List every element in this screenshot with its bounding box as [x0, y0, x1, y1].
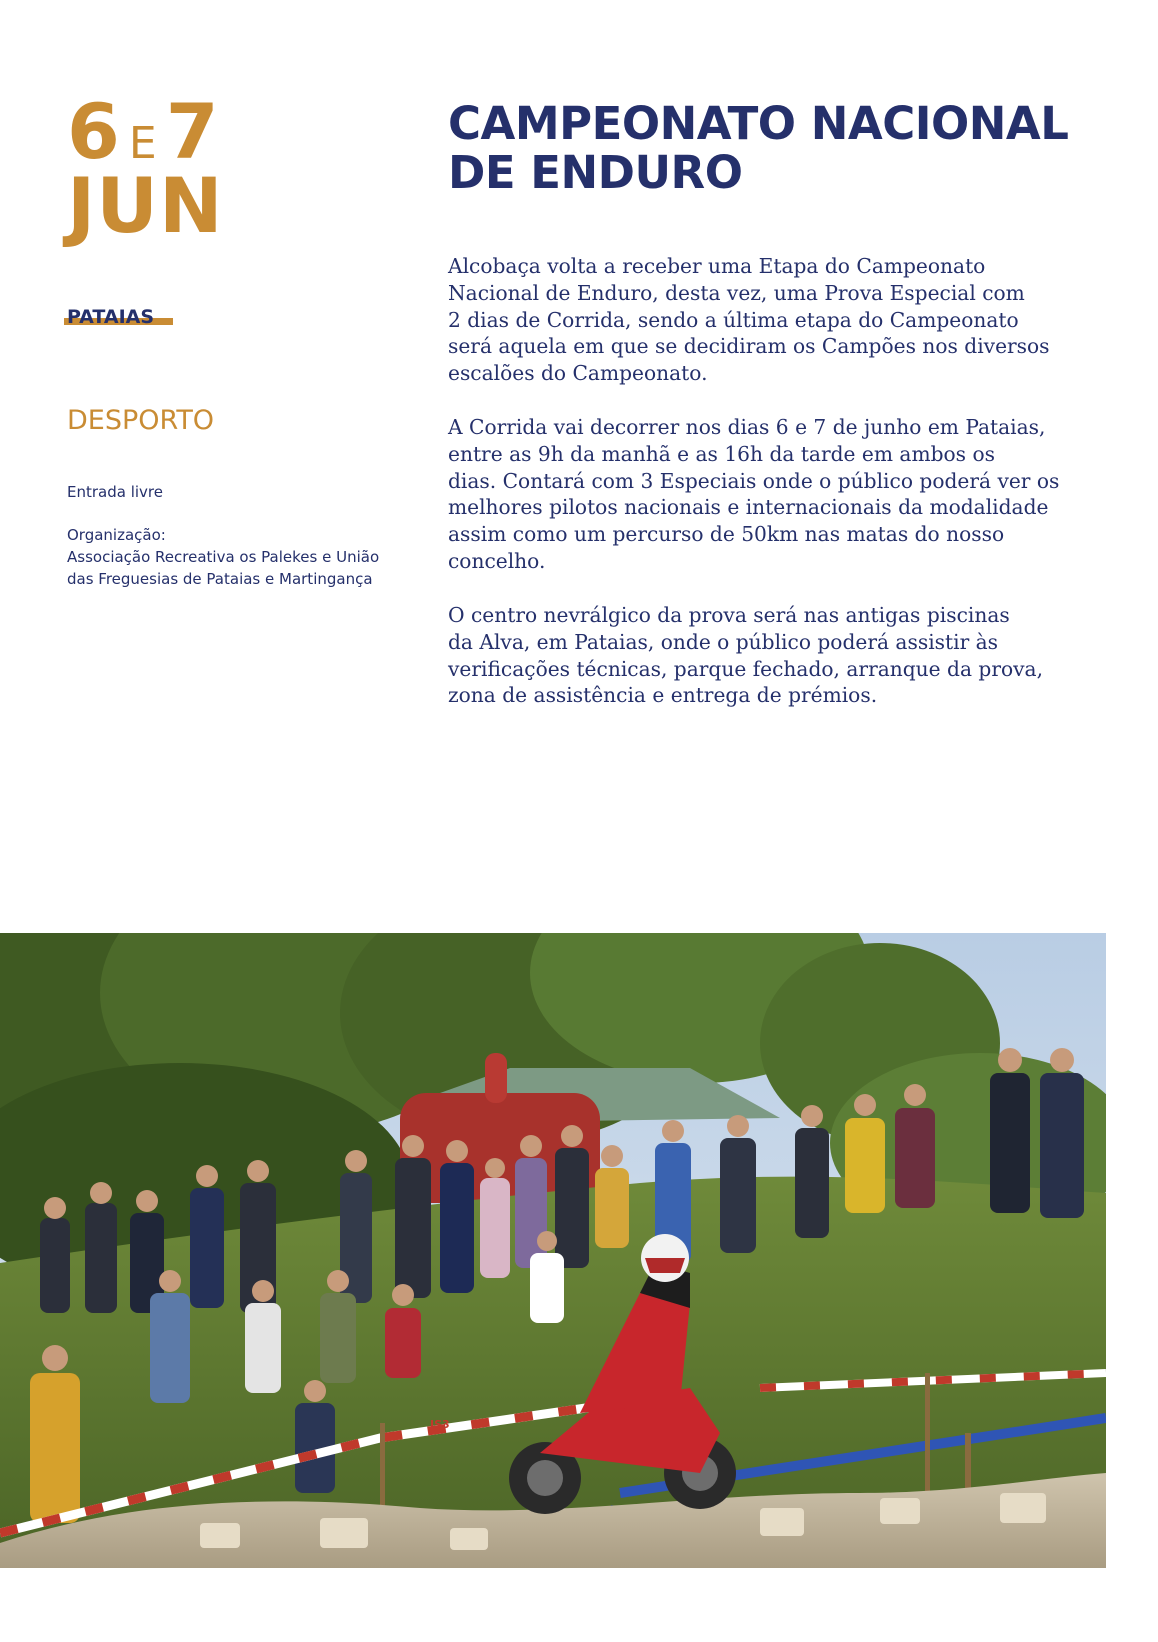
day-end: 7	[165, 87, 218, 176]
day-conjunction: E	[128, 118, 156, 169]
paragraph-3-line: O centro nevrálgico da prova será nas antigas piscinas	[448, 603, 1010, 627]
article-title	[448, 97, 1088, 199]
paragraph-2-line: concelho.	[448, 548, 546, 573]
organization-line-1: Associação Recreativa os Palekes e União	[67, 547, 380, 566]
paragraph-2	[448, 414, 1088, 575]
paragraph-1-line: escalões do Campeonato.	[448, 361, 708, 386]
paragraph-1-line: Nacional de Enduro, desta vez, uma Prova Especial com	[448, 280, 1025, 305]
paragraph-2-line: assim como um percurso de 50km nas matas do nosso	[448, 522, 1005, 547]
paragraph-3-line: verificações técnicas, parque fechado, arranque da prova,	[448, 656, 1043, 681]
article-title-line-1: CAMPEONATO NACIONAL	[448, 97, 1069, 150]
paragraph-2-line: A Corrida vai decorrer nos dias 6 e 7 de junho em Pataias,	[448, 415, 1046, 439]
organization-label: Organização:	[67, 526, 166, 544]
organization-info	[67, 525, 379, 590]
location-label: PATAIAS	[67, 306, 155, 328]
paragraph-1	[448, 253, 1088, 387]
tape-label: IS3	[430, 1418, 450, 1431]
event-days	[67, 87, 397, 176]
day-start: 6	[67, 87, 119, 176]
event-date	[67, 87, 397, 251]
event-month: JUN	[67, 161, 224, 251]
paragraph-1-line: 2 dias de Corrida, sendo a última etapa do Campeonato	[448, 307, 1019, 332]
paragraph-3-line: zona de assistência e entrega de prémios.	[448, 683, 878, 708]
article-title-line-2: DE ENDURO	[448, 145, 743, 199]
location-tag	[67, 306, 154, 328]
organization-line-2: das Freguesias de Pataias e Martingança	[67, 569, 373, 588]
category-label: DESPORTO	[67, 405, 215, 436]
event-date-block	[67, 87, 397, 251]
paragraph-1-line: será aquela em que se decidiram os Campões nos diversos	[448, 334, 1050, 359]
paragraph-2-line: melhores pilotos nacionais e internacionais da modalidade	[448, 495, 1049, 520]
paragraph-3-line: da Alva, em Pataias, onde o público poderá assistir às	[448, 629, 999, 654]
paragraph-3	[448, 602, 1088, 709]
entry-info: Entrada livre	[67, 483, 163, 501]
paragraph-2-line: entre as 9h da manhã e as 16h da tarde em ambos os	[448, 441, 995, 466]
enduro-race-photo	[0, 933, 1106, 1568]
paragraph-2-line: dias. Contará com 3 Especiais onde o público poderá ver os	[448, 468, 1060, 493]
paragraph-1-line: Alcobaça volta a receber uma Etapa do Campeonato	[448, 254, 986, 278]
